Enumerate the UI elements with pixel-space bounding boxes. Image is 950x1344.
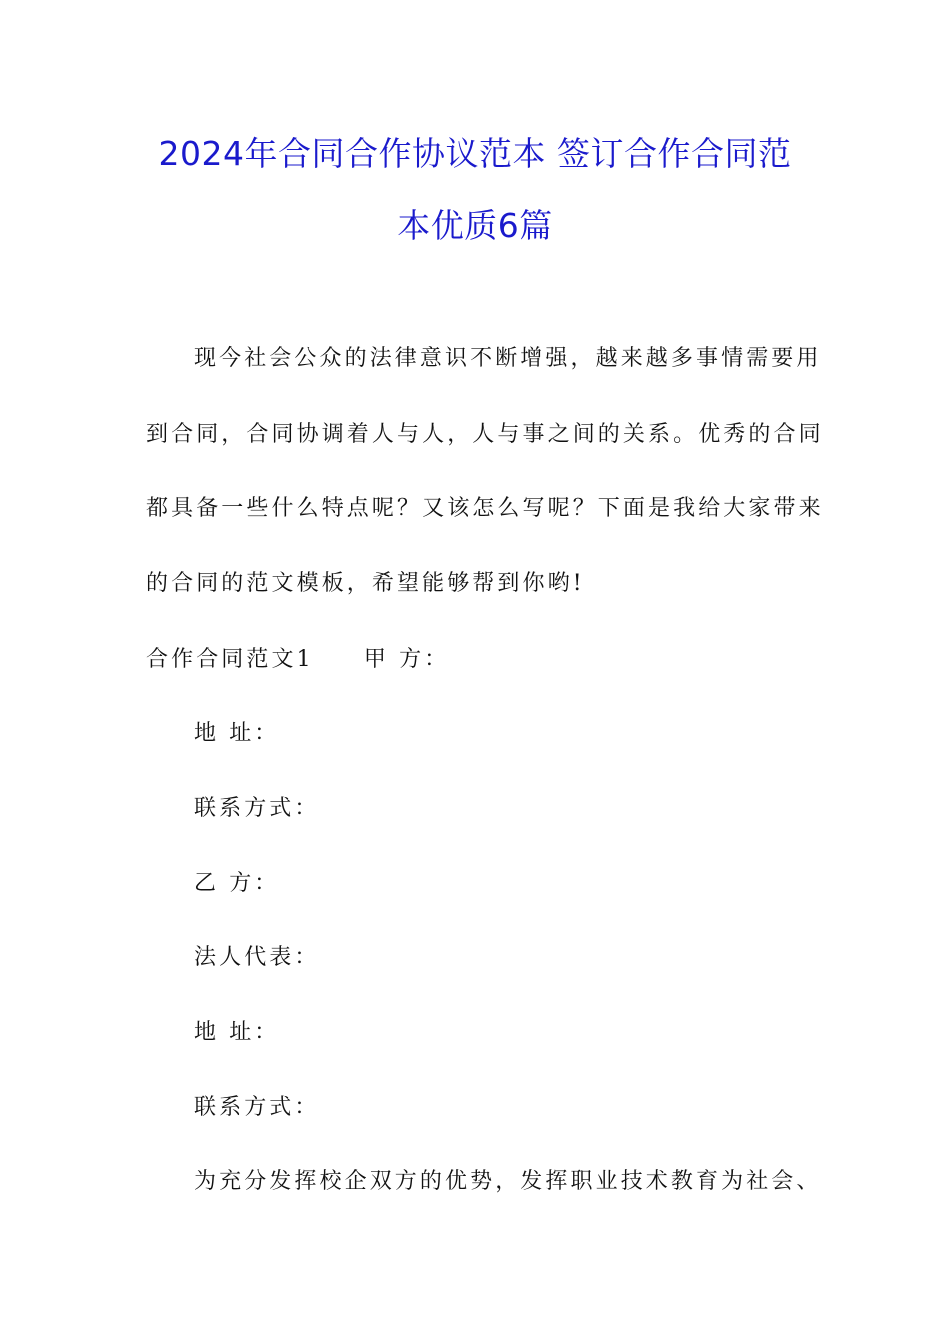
intro-paragraph-line: 到合同，合同协调着人与人，人与事之间的关系。优秀的合同 [146,422,824,447]
field-party-b: 乙 方： [194,871,280,896]
document-title-line-1: 2024年合同合作协议范本 签订合作合同范 [158,134,792,173]
intro-paragraph-line: 都具备一些什么特点呢？又该怎么写呢？下面是我给大家带来 [146,496,824,521]
field-contact: 联系方式： [194,1095,320,1120]
section-heading: 合作合同范文1 甲 方： [146,647,450,672]
intro-paragraph-line: 现今社会公众的法律意识不断增强，越来越多事情需要用 [194,346,822,371]
closing-paragraph-line: 为充分发挥校企双方的优势，发挥职业技术教育为社会、 [194,1169,822,1194]
field-address: 地 址： [194,1020,280,1045]
field-legal-rep: 法人代表： [194,945,320,970]
document-title-line-2: 本优质6篇 [397,206,553,245]
intro-paragraph-line: 的合同的范文模板，希望能够帮到你哟! [146,571,585,596]
field-contact: 联系方式： [194,796,320,821]
field-address: 地 址： [194,721,280,746]
